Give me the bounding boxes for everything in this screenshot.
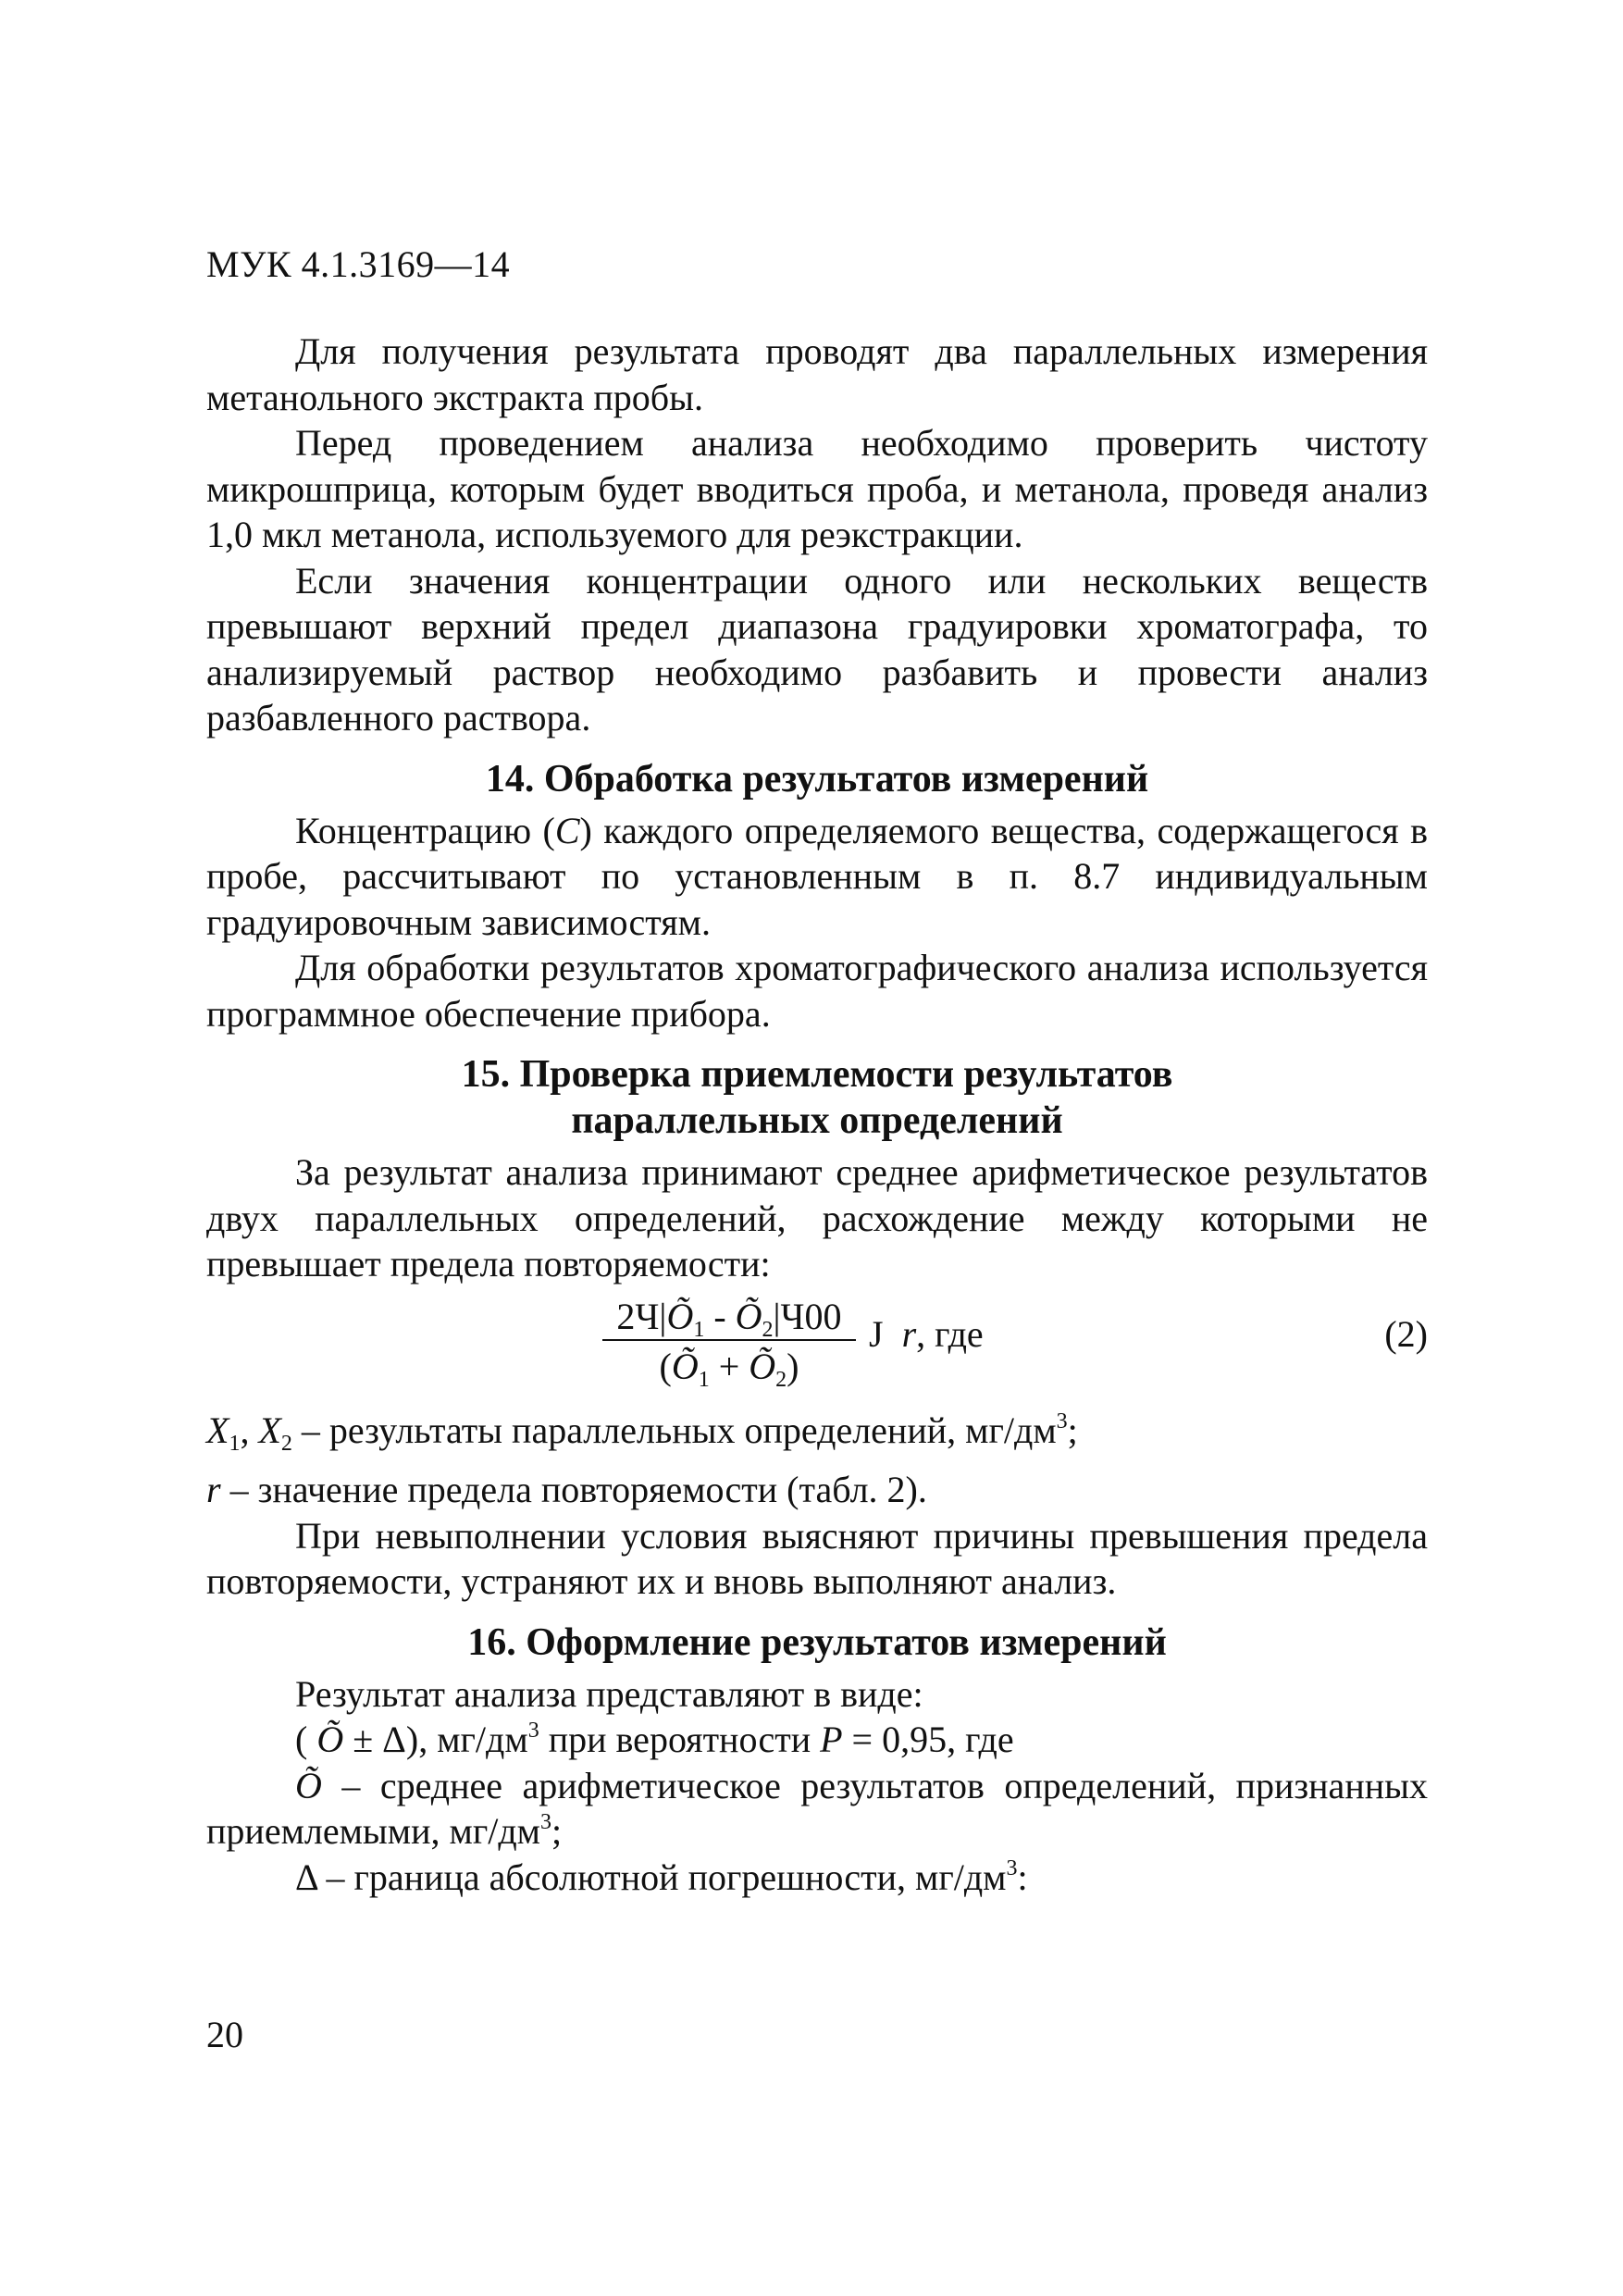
paragraph: Для получения результата проводят два параллельных измерения метанольного экстракта пробы. <box>206 330 1428 418</box>
repeatability-formula <box>206 1289 1428 1400</box>
equation-number: (2) <box>1384 1312 1428 1355</box>
definition-line: r – значение предела повторяемости (табл. 2). <box>206 1469 927 1510</box>
section-14-title: 14. Обработка результатов измерений <box>485 757 1149 800</box>
document-header: МУК 4.1.3169—14 <box>206 243 511 285</box>
paragraph: Перед проведением анализа необходимо проверить чистоту микрошприца, которым будет вводиться проба, и метанола, проведя анализ 1,0 мкл метанола, используемого для реэкстракции. <box>206 422 1428 555</box>
page-content <box>206 329 1428 1900</box>
paragraph: При невыполнении условия выясняют причины превышения предела повторяемости, устраняют их и вновь выполняют анализ. <box>206 1514 1428 1602</box>
page-number: 20 <box>206 2014 243 2055</box>
paragraph: Концентрацию (С) каждого определяемого вещества, содержащегося в пробе, рассчитывают по установленным в п. 8.7 индивидуальным градуировочным зависимостям. <box>206 809 1428 943</box>
section-15-title: 15. Проверка приемлемости результатов параллельных определений <box>461 1053 1173 1142</box>
formula-condition: J r, где <box>869 1312 984 1355</box>
definition-line: Δ – граница абсолютной погрешности, $мг/дм^3$: <box>295 1855 1028 1898</box>
formula-fraction <box>595 1289 863 1393</box>
definition-line: Õ – среднее арифметическое результатов определений, признанных приемлемыми, $мг/дм^3$; <box>206 1764 1428 1852</box>
paragraph: За результат анализа принимают среднее арифметическое результатов двух параллельных определений, расхождение между которыми не превышает предела повторяемости: <box>206 1151 1428 1285</box>
section-16-title: 16. Оформление результатов измерений <box>467 1620 1167 1664</box>
definition-line: $X_1$, $X_2$ – результаты параллельных определений, $мг/дм^3$; <box>206 1409 1078 1456</box>
paragraph: Для обработки результатов хроматографического анализа используется программное обеспечение прибора. <box>206 947 1428 1035</box>
formula-numerator: $2Ч|Õ_1$ - $Õ_2|Ч00$ <box>616 1295 842 1342</box>
result-format-line: ( Õ ± Δ), $мг/дм^3$ при вероятности P = 0,95, где <box>295 1719 1014 1760</box>
formula-denominator: ($Õ_1$ + $Õ_2$) <box>659 1345 799 1392</box>
paragraph: Если значения концентрации одного или нескольких веществ превышают верхний предел диапазона градуировки хроматографа, то анализируемый раствор необходимо разбавить и провести анализ разбавленного раствора. <box>206 559 1428 738</box>
paragraph: Результат анализа представляют в виде: <box>295 1672 923 1715</box>
